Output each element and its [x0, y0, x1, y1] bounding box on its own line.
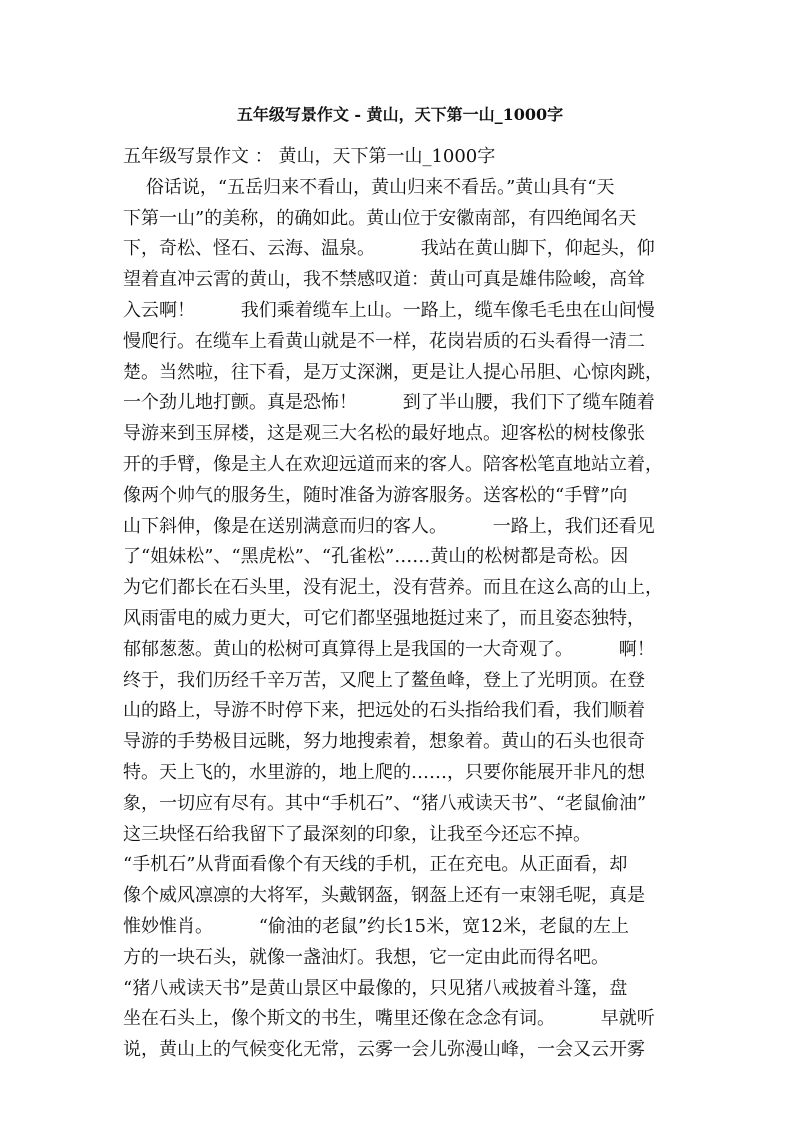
text-line: 开的手臂，像是主人在欢迎远道而来的客人。陪客松笔直地站立着， [123, 453, 663, 475]
text-line: 俗话说，“五岳归来不看山，黄山归来不看岳。”黄山具有“天 [123, 176, 615, 198]
text-line: 像两个帅气的服务生，随时准备为游客服务。送客松的“手臂”向 [123, 484, 628, 506]
text-line: “猪八戒读天书”是黄山景区中最像的，只见猪八戒披着斗篷，盘 [123, 977, 628, 999]
text-line: “手机石”从背面看像个有天线的手机，正在充电。从正面看，却 [123, 854, 628, 876]
text-line: 坐在石头上，像个斯文的书生，嘴里还像在念念有词。 早就听 [123, 1008, 655, 1030]
text-line: 导游的手势极目远眺，努力地搜索着，想象着。黄山的石头也很奇 [123, 731, 645, 753]
text-line: 慢爬行。在缆车上看黄山就是不一样，花岗岩质的石头看得一清二 [123, 330, 645, 352]
text-line: 特。天上飞的，水里游的，地上爬的……，只要你能展开非凡的想 [123, 761, 645, 783]
text-line: 望着直冲云霄的黄山，我不禁感叹道：黄山可真是雄伟险峻，高耸 [123, 269, 645, 291]
text-line: 山下斜伸，像是在送别满意而归的客人。 一路上，我们还看见 [123, 515, 655, 537]
text-line: 为它们都长在石头里，没有泥土，没有营养。而且在这么高的山上， [123, 577, 663, 599]
text-line: 像个威风凛凛的大将军，头戴钢盔，钢盔上还有一束翎毛呢，真是 [123, 885, 645, 907]
text-line: 一个劲儿地打颤。真是恐怖！ 到了半山腰，我们下了缆车随着 [123, 392, 655, 414]
text-line: 说，黄山上的气候变化无常，云雾一会儿弥漫山峰，一会又云开雾 [123, 1039, 645, 1061]
text-line: 山的路上，导游不时停下来，把远处的石头指给我们看，我们顺着 [123, 700, 645, 722]
text-line: 楚。当然啦，往下看，是万丈深渊，更是让人提心吊胆、心惊肉跳， [123, 361, 663, 383]
text-line: 入云啊！ 我们乘着缆车上山。一路上，缆车像毛毛虫在山间慢 [123, 299, 655, 321]
text-line: 下，奇松、怪石、云海、温泉。 我站在黄山脚下，仰起头，仰 [123, 238, 655, 260]
text-line: 惟妙惟肖。 “偷油的老鼠”约长15米，宽12米，老鼠的左上 [123, 915, 629, 937]
document-body [123, 142, 683, 1066]
text-line: 终于，我们历经千辛万苦，又爬上了鳌鱼峰，登上了光明顶。在登 [123, 669, 645, 691]
text-line: 五年级写景作文 ： 黄山，天下第一山_1000字 [123, 146, 496, 167]
text-line: 风雨雷电的威力更大，可它们都坚强地挺过来了，而且姿态独特， [123, 607, 645, 629]
text-line: 导游来到玉屏楼，这是观三大名松的最好地点。迎客松的树枝像张 [123, 423, 645, 445]
text-line: 了“姐妹松”、“黑虎松”、“孔雀松”……黄山的松树都是奇松。因 [123, 546, 629, 568]
text-line: 象，一切应有尽有。其中“手机石”、“猪八戒读天书”、“老鼠偷油” [123, 792, 647, 814]
document-title: 五年级写景作文 - 黄山，天下第一山_1000字 [236, 105, 564, 124]
text-line: 下第一山”的美称，的确如此。黄山位于安徽南部，有四绝闻名天 [123, 207, 637, 229]
text-line: 方的一块石头，就像一盏油灯。我想，它一定由此而得名吧。 [123, 946, 609, 968]
text-line: 郁郁葱葱。黄山的松树可真算得上是我国的一大奇观了。 啊！ [123, 638, 655, 660]
text-line: 这三块怪石给我留下了最深刻的印象，让我至今还忘不掉。 [123, 823, 591, 845]
